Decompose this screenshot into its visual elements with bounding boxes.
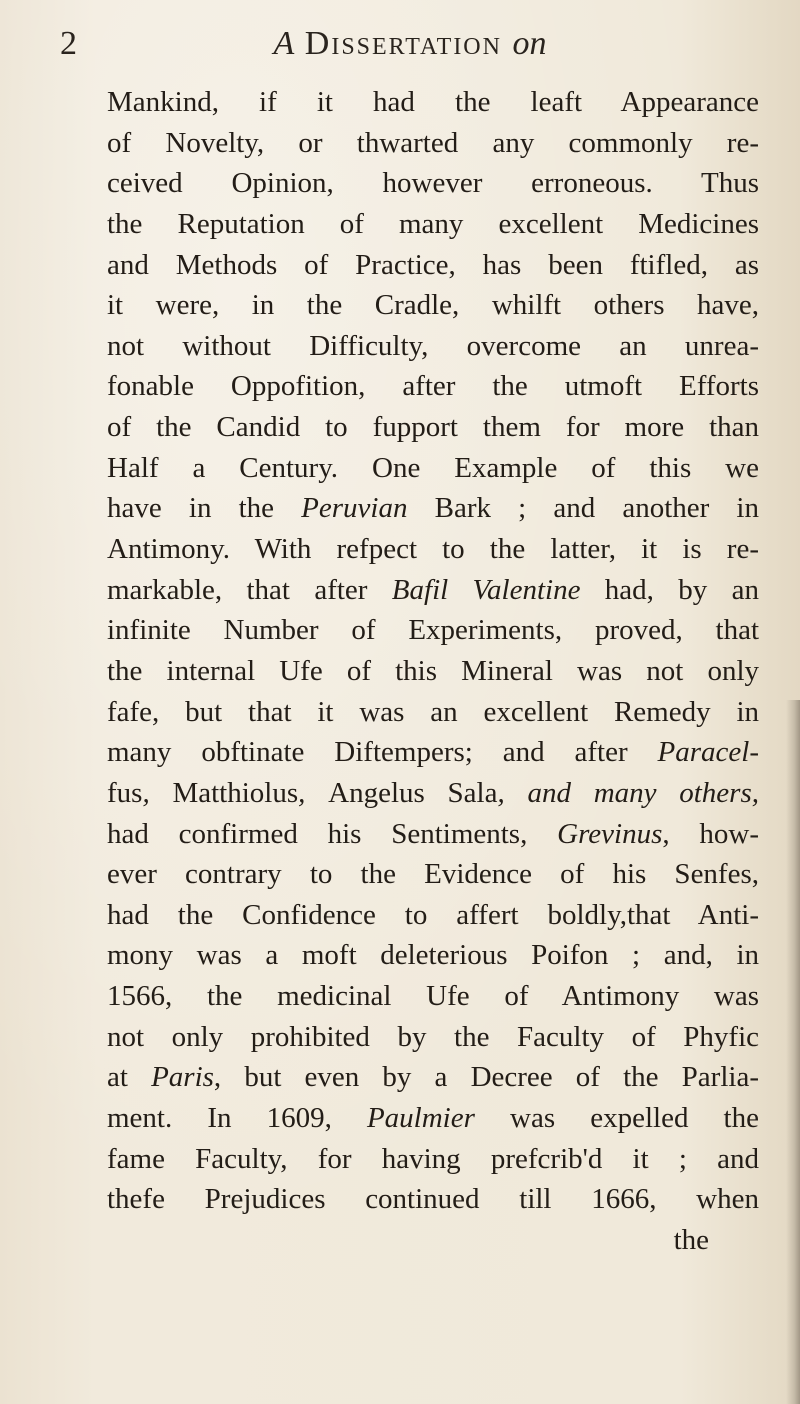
text-line <box>107 773 759 814</box>
text-line <box>107 1098 759 1139</box>
italic-phrase: , <box>298 776 329 809</box>
text-line <box>107 488 759 529</box>
text-segment: ment. In 1609, <box>107 1102 367 1135</box>
page-header <box>60 14 760 74</box>
running-head <box>60 18 760 70</box>
text-line <box>107 245 759 286</box>
text-segment: the internal Ufe of this Mineral was not only <box>107 654 759 687</box>
text-line <box>107 1057 759 1098</box>
text-segment: not only prohibited by the Faculty of Phyfic <box>107 1020 759 1053</box>
text-line <box>107 366 759 407</box>
text-segment: at <box>107 1061 152 1094</box>
page-number: 2 <box>60 25 77 62</box>
text-segment: the <box>673 1223 709 1256</box>
text-segment: markable, that after <box>107 573 392 606</box>
text-line <box>107 326 759 367</box>
text-line <box>107 407 759 448</box>
italic-phrase: Grevinus <box>557 817 663 850</box>
text-line <box>107 529 759 570</box>
text-line <box>107 448 759 489</box>
body-text <box>107 82 759 1261</box>
text-segment: Bark ; and another in <box>407 492 759 525</box>
italic-phrase: , and many others, <box>497 776 759 809</box>
running-head-title: Dissertation <box>304 25 502 62</box>
text-line <box>107 854 759 895</box>
text-segment: , but even by a Decree of the Parlia- <box>213 1061 759 1094</box>
text-segment: 1566, the medicinal Ufe of Antimony was <box>107 980 759 1013</box>
text-line <box>107 285 759 326</box>
text-line <box>107 732 759 773</box>
text-line <box>107 82 759 123</box>
italic-phrase: Peruvian <box>301 492 408 525</box>
running-head-article: A <box>273 25 295 62</box>
text-line <box>107 570 759 611</box>
text-segment: it were, in the Cradle, whilft others have, <box>107 289 759 322</box>
text-segment: fafe, but that it was an excellent Remedy in <box>107 695 759 728</box>
text-line <box>107 163 759 204</box>
text-line <box>107 1139 759 1180</box>
text-segment: Angelus Sala <box>328 776 498 809</box>
text-segment: fus <box>107 776 143 809</box>
text-segment: had confirmed his Sentiments, <box>107 817 558 850</box>
text-segment: had the Confidence to affert boldly,that Anti- <box>107 898 759 931</box>
italic-phrase: Bafil Valentine <box>391 573 581 606</box>
text-segment: ceived Opinion, however erroneous. Thus <box>107 167 759 200</box>
text-segment: Antimony. With refpect to the latter, it is re- <box>107 533 759 566</box>
text-line <box>107 895 759 936</box>
text-segment: had, by an <box>580 573 759 606</box>
text-segment: was expelled the <box>474 1102 759 1135</box>
running-head-suffix: on <box>512 25 547 62</box>
page-edge-shadow <box>786 700 800 1404</box>
text-line <box>107 123 759 164</box>
italic-phrase: , <box>142 776 173 809</box>
text-segment: Mankind, if it had the leaft Appearance <box>107 86 759 118</box>
text-line <box>107 814 759 855</box>
text-segment: ever contrary to the Evidence of his Senfes, <box>107 858 759 891</box>
text-line <box>107 651 759 692</box>
text-line <box>107 976 759 1017</box>
text-line <box>107 1220 759 1261</box>
text-segment: and Methods of Practice, has been ftifled, as <box>107 248 759 281</box>
text-segment: of Novelty, or thwarted any commonly re- <box>107 126 759 159</box>
italic-phrase: Paris <box>151 1061 214 1094</box>
text-segment: many obftinate Diftempers; and after <box>107 736 658 769</box>
italic-phrase: Paulmier <box>366 1102 475 1135</box>
text-segment: Matthiolus <box>172 776 299 809</box>
text-segment: fame Faculty, for having prefcrib'd it ; and <box>107 1142 759 1175</box>
text-segment: Half a Century. One Example of this we <box>107 451 759 484</box>
text-segment: the Reputation of many excellent Medicines <box>107 207 759 240</box>
text-line <box>107 692 759 733</box>
text-segment: not without Difficulty, overcome an unrea- <box>107 329 759 362</box>
text-segment: , how- <box>662 817 759 850</box>
text-line <box>107 935 759 976</box>
text-segment: thefe Prejudices continued till 1666, when <box>107 1183 759 1216</box>
text-segment: have in the <box>107 492 302 525</box>
text-line <box>107 204 759 245</box>
text-segment: of the Candid to fupport them for more than <box>107 411 759 444</box>
text-line <box>107 1017 759 1058</box>
text-line <box>107 1179 759 1220</box>
text-line <box>107 610 759 651</box>
italic-phrase: Paracel- <box>657 736 759 769</box>
text-segment: fonable Oppofition, after the utmoft Efforts <box>107 370 759 403</box>
text-segment: mony was a moft deleterious Poifon ; and, in <box>107 939 759 972</box>
text-segment: infinite Number of Experiments, proved, that <box>107 614 759 647</box>
